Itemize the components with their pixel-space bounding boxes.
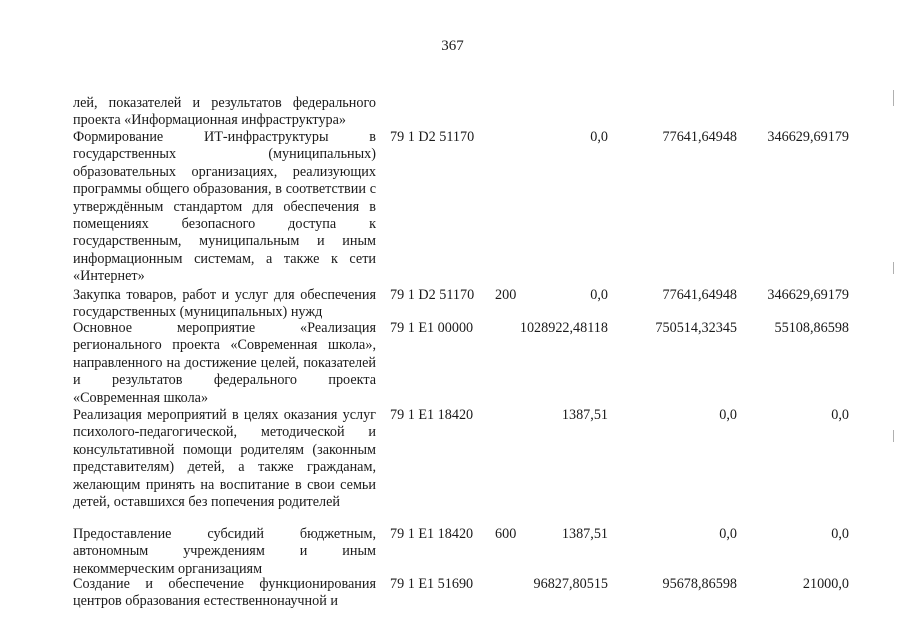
row-target-code: 79 1 D2 51170: [390, 287, 475, 303]
row-expense-type: 200: [495, 287, 517, 303]
row-value-2: 95678,86598: [662, 576, 737, 592]
row-value-3: 21000,0: [802, 576, 849, 592]
row-target-code: 79 1 E1 00000: [390, 320, 474, 336]
row-value-1: 1387,51: [561, 407, 608, 423]
row-value-2: 77641,64948: [662, 129, 737, 145]
row-value-2: 0,0: [719, 526, 737, 542]
row-value-2: 750514,32345: [655, 320, 737, 336]
scan-mark: [893, 90, 894, 106]
row-target-code: 79 1 E1 51690: [390, 576, 474, 592]
row-value-2: 77641,64948: [662, 287, 737, 303]
row-value-1: 0,0: [590, 129, 608, 145]
row-value-3: 55108,86598: [774, 320, 849, 336]
row-description: Предоставление субсидий бюджетным, автономным учреждениям и иным некоммерческим организациям: [73, 526, 376, 577]
row-value-3: 0,0: [831, 407, 849, 423]
row-expense-type: 600: [495, 526, 517, 542]
row-target-code: 79 1 D2 51170: [390, 129, 475, 145]
scan-mark: [893, 430, 894, 442]
scan-mark: [893, 262, 894, 274]
row-description: лей, показателей и результатов федерального проекта «Информационная инфраструктура»: [73, 95, 376, 129]
row-target-code: 79 1 E1 18420: [390, 526, 474, 542]
row-description: Закупка товаров, работ и услуг для обеспечения государственных (муниципальных) нужд: [73, 287, 376, 321]
row-value-1: 0,0: [590, 287, 608, 303]
page-number: 367: [441, 38, 464, 54]
row-description: Создание и обеспечение функционирования центров образования естественнонаучной и: [73, 576, 376, 610]
row-value-1: 96827,80515: [533, 576, 608, 592]
row-description: Основное мероприятие «Реализация регионального проекта «Современная школа», направленного на достижение целей, показателей и результатов федерального проекта «Современная школа»: [73, 320, 376, 406]
row-description: Реализация мероприятий в целях оказания услуг психолого-педагогической, методической и консультативной помощи родителям (законным представителям) детей, а также гражданам, желающим принять на воспитание в свои семьи детей, оставшихся без попечения родителей: [73, 407, 376, 511]
row-value-1: 1387,51: [561, 526, 608, 542]
row-description: Формирование ИТ-инфраструктуры в государственных (муниципальных) образовательных организациях, реализующих программы общего образования, в соответствии с утверждённым стандартом для обеспечения в помещениях безопасного доступа к государственным, муниципальным и иным информационным системам, а также к сети «Интернет»: [73, 129, 376, 285]
row-value-3: 346629,69179: [767, 287, 849, 303]
row-value-3: 346629,69179: [767, 129, 849, 145]
row-value-2: 0,0: [719, 407, 737, 423]
row-value-1: 1028922,48118: [519, 320, 608, 336]
row-target-code: 79 1 E1 18420: [390, 407, 474, 423]
row-value-3: 0,0: [831, 526, 849, 542]
